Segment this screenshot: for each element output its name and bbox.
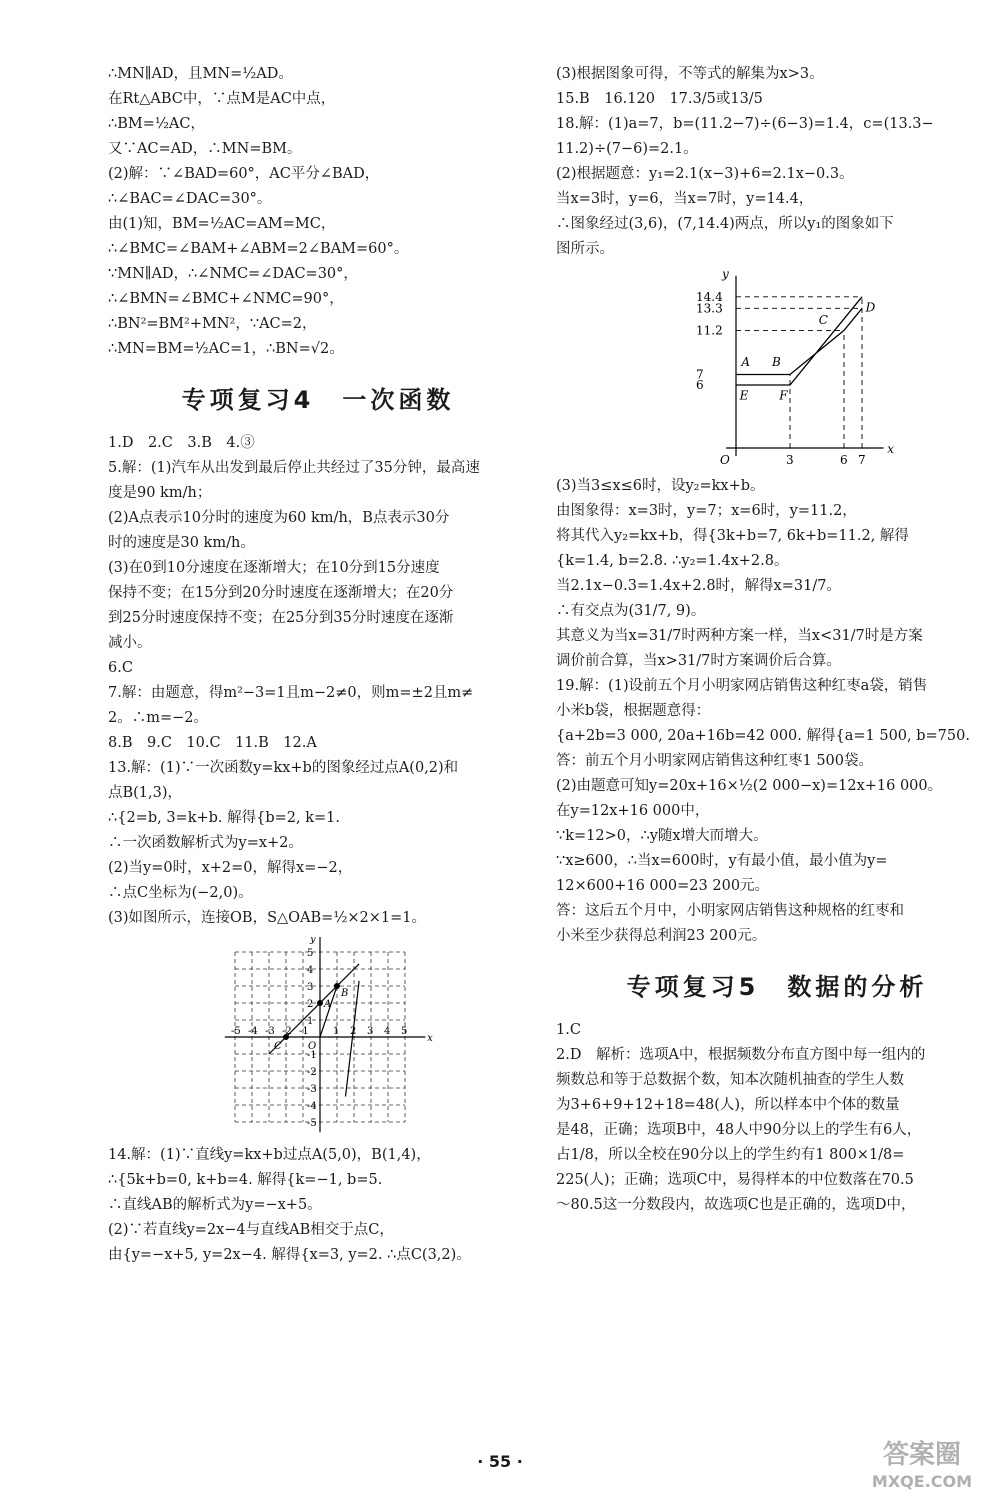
text-line: ∴∠BAC=∠DAC=30°。	[108, 191, 272, 207]
right-block-c	[556, 1018, 998, 1218]
text-line: ～80.5这一分数段内，故选项C也是正确的，选项D中，	[556, 1197, 916, 1213]
text-line: ∴{2=b, 3=k+b. 解得{b=2, k=1.	[108, 810, 341, 826]
left-block-a	[108, 62, 528, 362]
point-b-label: B	[341, 988, 349, 999]
text-line: ∴BM=½AC，	[108, 116, 205, 132]
origin-label: O	[308, 1041, 317, 1052]
text-line: 点B(1,3)，	[108, 785, 183, 801]
text-line: 13.解：(1)∵一次函数y=kx+b的图象经过点A(0,2)和	[108, 760, 459, 776]
y-tick-label: 13.3	[696, 301, 723, 316]
text-line: ∴图象经过(3,6)，(7,14.4)两点，所以y₁的图象如下	[556, 216, 894, 232]
x-tick-label: 3	[786, 453, 794, 467]
text-line: 小米至少获得总利润23 200元。	[556, 928, 767, 944]
text-line: 在Rt△ABC中，∵点M是AC中点，	[108, 91, 336, 107]
text-line: 12×600+16 000=23 200元。	[556, 878, 770, 894]
text-line: 7.解：由题意，得m²−3=1且m−2≠0，则m=±2且m≠	[108, 685, 474, 701]
watermark-text: 答案圈	[882, 1440, 962, 1470]
text-line: 答：这后五个月中，小明家网店销售这种规格的红枣和	[556, 903, 904, 919]
point-label: F	[779, 388, 788, 403]
right-block-b	[556, 474, 998, 949]
y-tick-label: 3	[307, 982, 314, 993]
text-line: ∴MN=BM=½AC=1，∴BN=√2。	[108, 341, 344, 357]
point-a-label: A	[324, 999, 332, 1010]
left-block-c	[108, 1143, 528, 1268]
x-tick-label: 6	[840, 453, 848, 467]
right-block-a	[556, 62, 998, 262]
x-tick-label: 1	[333, 1026, 340, 1037]
y-tick-label: -3	[307, 1084, 317, 1095]
text-line: 减小。	[108, 635, 152, 651]
text-line: 在y=12x+16 000中，	[556, 803, 710, 819]
left-column	[108, 62, 528, 1268]
text-line: ∴∠BMN=∠BMC+∠NMC=90°，	[108, 291, 344, 307]
text-line: 2。∴m=−2。	[108, 710, 208, 726]
x-tick-label: -4	[248, 1026, 258, 1037]
y-tick-label: -4	[307, 1101, 317, 1112]
text-line: ∴直线AB的解析式为y=−x+5。	[108, 1197, 322, 1213]
text-line: (3)如图所示，连接OB，S△OAB=½×2×1=1。	[108, 910, 427, 926]
series-y2-line	[736, 308, 862, 374]
coordinate-grid-figure	[108, 937, 528, 1137]
x-axis-label: x	[887, 442, 894, 456]
text-line: 5.解：(1)汽车从出发到最后停止共经过了35分钟，最高速	[108, 460, 480, 476]
x-tick-label: -1	[299, 1026, 309, 1037]
y-tick-label: 5	[307, 948, 314, 959]
text-line: 度是90 km/h；	[108, 485, 212, 501]
y-tick-label: -5	[307, 1118, 317, 1129]
page-number: · 55 ·	[477, 1452, 523, 1471]
point-label: E	[739, 388, 749, 403]
text-line: (3)当3≤x≤6时，设y₂=kx+b。	[556, 478, 765, 494]
text-line: 1.C	[556, 1022, 581, 1038]
text-line: 由(1)知，BM=½AC=AM=MC，	[108, 216, 336, 232]
y-tick-label: -1	[307, 1050, 317, 1061]
point-a-dot	[317, 1000, 323, 1006]
watermark-logo	[852, 1429, 992, 1497]
text-line: 由{y=−x+5, y=2x−4. 解得{x=3, y=2. ∴点C(3,2)。	[108, 1247, 471, 1263]
section-heading-5: 专项复习5 数据的分析	[626, 973, 928, 1001]
text-line: 225(人)；正确；选项C中，易得样本的中位数落在70.5	[556, 1172, 914, 1188]
point-b-dot	[334, 983, 340, 989]
x-tick-label: 2	[350, 1026, 357, 1037]
text-line: (2)∵若直线y=2x−4与直线AB相交于点C，	[108, 1222, 394, 1238]
text-line: 1.D 2.C 3.B 4.③	[108, 435, 255, 451]
series-y1-line	[736, 297, 862, 385]
text-line: 是48，正确；选项B中，48人中90分以上的学生有6人，	[556, 1122, 922, 1138]
y-tick-label: 14.4	[696, 289, 723, 304]
text-line: 当2.1x−0.3=1.4x+2.8时，解得x=31/7。	[556, 578, 841, 594]
text-line: 将其代入y₂=kx+b，得{3k+b=7, 6k+b=11.2, 解得	[556, 528, 909, 544]
text-line: (2)解：∵∠BAD=60°，AC平分∠BAD，	[108, 166, 380, 182]
text-line: 占1/8，所以全校在90分以上的学生约有1 800×1/8=	[556, 1147, 905, 1163]
text-line: ∴点C坐标为(−2,0)。	[108, 885, 253, 901]
x-tick-label: 5	[401, 1026, 408, 1037]
left-block-b	[108, 431, 528, 931]
text-line: (3)在0到10分速度在逐渐增大；在10分到15分速度	[108, 560, 440, 576]
text-line: ∴有交点为(31/7, 9)。	[556, 603, 706, 619]
point-c-label: C	[274, 1041, 282, 1052]
x-tick-label: 4	[384, 1026, 391, 1037]
text-line: 8.B 9.C 10.C 11.B 12.A	[108, 735, 317, 751]
text-line: ∵MN∥AD，∴∠NMC=∠DAC=30°，	[108, 266, 358, 282]
text-line: ∵x≥600，∴当x=600时，y有最小值，最小值为y=	[556, 853, 888, 869]
text-line: 15.B 16.120 17.3/5或13/5	[556, 91, 763, 107]
text-line: (2)A点表示10分时的速度为60 km/h，B点表示30分	[108, 510, 450, 526]
y-tick-label: 11.2	[696, 323, 723, 338]
text-line: {k=1.4, b=2.8. ∴y₂=1.4x+2.8。	[556, 553, 789, 569]
y-axis-label: y	[310, 937, 316, 945]
x-tick-label: -5	[231, 1026, 241, 1037]
text-line: (2)根据题意：y₁=2.1(x−3)+6=2.1x−0.3。	[556, 166, 854, 182]
x-tick-label: 7	[858, 453, 866, 467]
point-label: C	[818, 313, 828, 328]
text-line: ∵k=12>0，∴y随x增大而增大。	[556, 828, 768, 844]
y-tick-label: 4	[307, 965, 314, 976]
text-line: (2)由题意可知y=20x+16×½(2 000−x)=12x+16 000。	[556, 778, 943, 794]
text-line: 答：前五个月小明家网店销售这种红枣1 500袋。	[556, 753, 874, 769]
y-axis-label: y	[722, 268, 729, 281]
text-line: 保持不变；在15分到20分时速度在逐渐增大；在20分	[108, 585, 454, 601]
origin-label: O	[720, 453, 730, 467]
text-line: 为3+6+9+12+18=48(人)，所以样本中个体的数量	[556, 1097, 900, 1113]
text-line: 当x=3时，y=6，当x=7时，y=14.4，	[556, 191, 814, 207]
text-line: 其意义为当x=31/7时两种方案一样，当x<31/7时是方案	[556, 628, 923, 644]
piecewise-graph-figure	[556, 268, 998, 468]
text-line: 图所示。	[556, 241, 614, 257]
y-tick-label: 7	[696, 367, 704, 382]
text-line: {a+2b=3 000, 20a+16b=42 000. 解得{a=1 500, b=750.	[556, 728, 970, 744]
x-axis-label: x	[427, 1033, 433, 1044]
text-line: 2.D 解析：选项A中，根据频数分布直方图中每一组内的	[556, 1047, 926, 1063]
x-tick-label: -3	[265, 1026, 275, 1037]
text-line: ∴一次函数解析式为y=x+2。	[108, 835, 303, 851]
section-heading-4: 专项复习4 一次函数	[181, 386, 455, 414]
text-line: (3)根据图象可得，不等式的解集为x>3。	[556, 66, 824, 82]
text-line: 18.解：(1)a=7，b=(11.2−7)÷(6−3)=1.4，c=(13.3−	[556, 116, 934, 132]
x-tick-label: -2	[282, 1026, 292, 1037]
text-line: 11.2)÷(7−6)=2.1。	[556, 141, 698, 157]
text-line: 6.C	[108, 660, 133, 676]
text-line: ∴∠BMC=∠BAM+∠ABM=2∠BAM=60°。	[108, 241, 409, 257]
x-tick-label: 3	[367, 1026, 374, 1037]
text-line: 19.解：(1)设前五个月小明家网店销售这种红枣a袋，销售	[556, 678, 928, 694]
y-tick-label: 6	[696, 378, 704, 392]
text-line: 小米b袋，根据题意得：	[556, 703, 711, 719]
watermark-domain: MXQE.COM	[871, 1472, 973, 1491]
y-tick-label: -2	[307, 1067, 317, 1078]
text-line: (2)当y=0时，x+2=0，解得x=−2，	[108, 860, 353, 876]
text-line: 14.解：(1)∵直线y=kx+b过点A(5,0)，B(1,4)，	[108, 1147, 431, 1163]
text-line: ∴BN²=BM²+MN²，∵AC=2，	[108, 316, 317, 332]
text-line: 到25分时速度保持不变；在25分到35分时速度在逐渐	[108, 610, 454, 626]
point-label: D	[865, 300, 876, 315]
text-line: 调价前合算，当x>31/7时方案调价后合算。	[556, 653, 841, 669]
right-column	[556, 62, 998, 1218]
text-line: ∴MN∥AD，且MN=½AD。	[108, 66, 293, 82]
point-label: A	[741, 355, 751, 370]
text-line: 由图象得：x=3时，y=7；x=6时，y=11.2，	[556, 503, 857, 519]
point-label: B	[772, 355, 781, 370]
text-line: 时的速度是30 km/h。	[108, 535, 255, 551]
text-line: 频数总和等于总数据个数，知本次随机抽查的学生人数	[556, 1072, 904, 1088]
y-tick-label: 2	[307, 999, 314, 1010]
text-line: ∴{5k+b=0, k+b=4. 解得{k=−1, b=5.	[108, 1172, 383, 1188]
y-tick-label: 1	[307, 1016, 314, 1027]
text-line: 又∵AC=AD，∴MN=BM。	[108, 141, 302, 157]
